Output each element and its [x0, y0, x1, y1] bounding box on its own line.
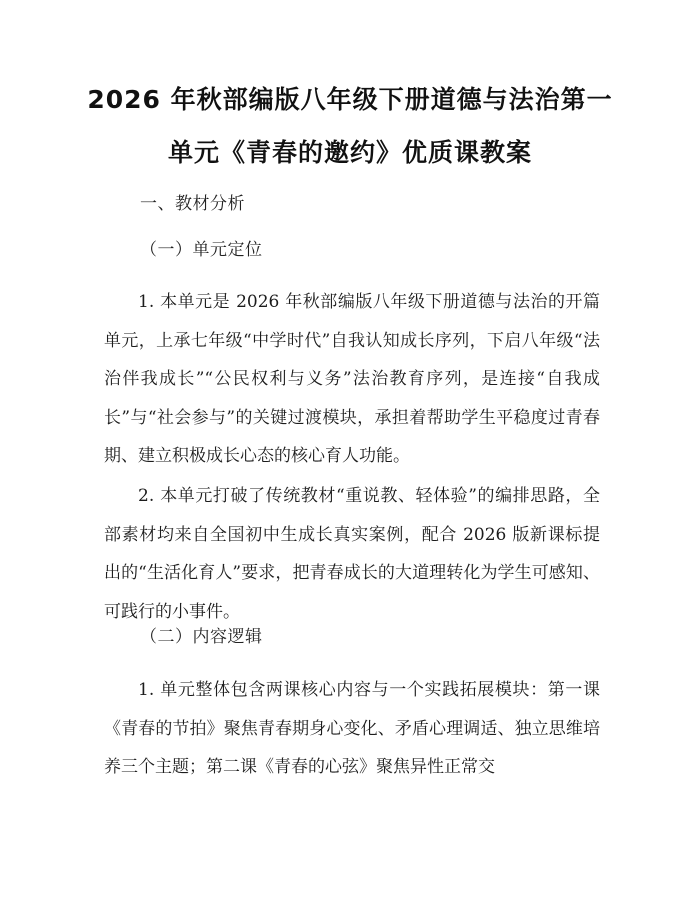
subsection-heading-content-logic: （二）内容逻辑: [140, 627, 263, 647]
document-title-line-1: 2026 年秋部编版八年级下册道德与法治第一: [87, 85, 613, 114]
paragraph-content-logic-1: 1. 单元整体包含两课核心内容与一个实践拓展模块：第一课《青春的节拍》聚焦青春期身心变化、矛盾心理调适、独立思维培养三个主题；第二课《青春的心弦》聚焦异性正常交: [104, 680, 600, 777]
document-title-line-2: 单元《青春的邀约》优质课教案: [167, 138, 532, 167]
paragraph-unit-positioning-2: 2. 本单元打破了传统教材“重说教、轻体验”的编排思路，全部素材均来自全国初中生成长真实案例，配合 2026 版新课标提出的“生活化育人”要求，把青春成长的大道理转化为学生可感知、可践行的小事件。: [104, 486, 600, 622]
section-heading-teaching-material-analysis: 一、教材分析: [140, 194, 245, 214]
paragraph-unit-positioning-1: 1. 本单元是 2026 年秋部编版八年级下册道德与法治的开篇单元，上承七年级“中学时代”自我认知成长序列，下启八年级“法治伴我成长”“公民权利与义务”法治教育序列，是连接“自我成长”与“社会参与”的关键过渡模块，承担着帮助学生平稳度过青春期、建立积极成长心态的核心育人功能。: [104, 292, 600, 466]
subsection-heading-unit-positioning: （一）单元定位: [140, 240, 263, 260]
